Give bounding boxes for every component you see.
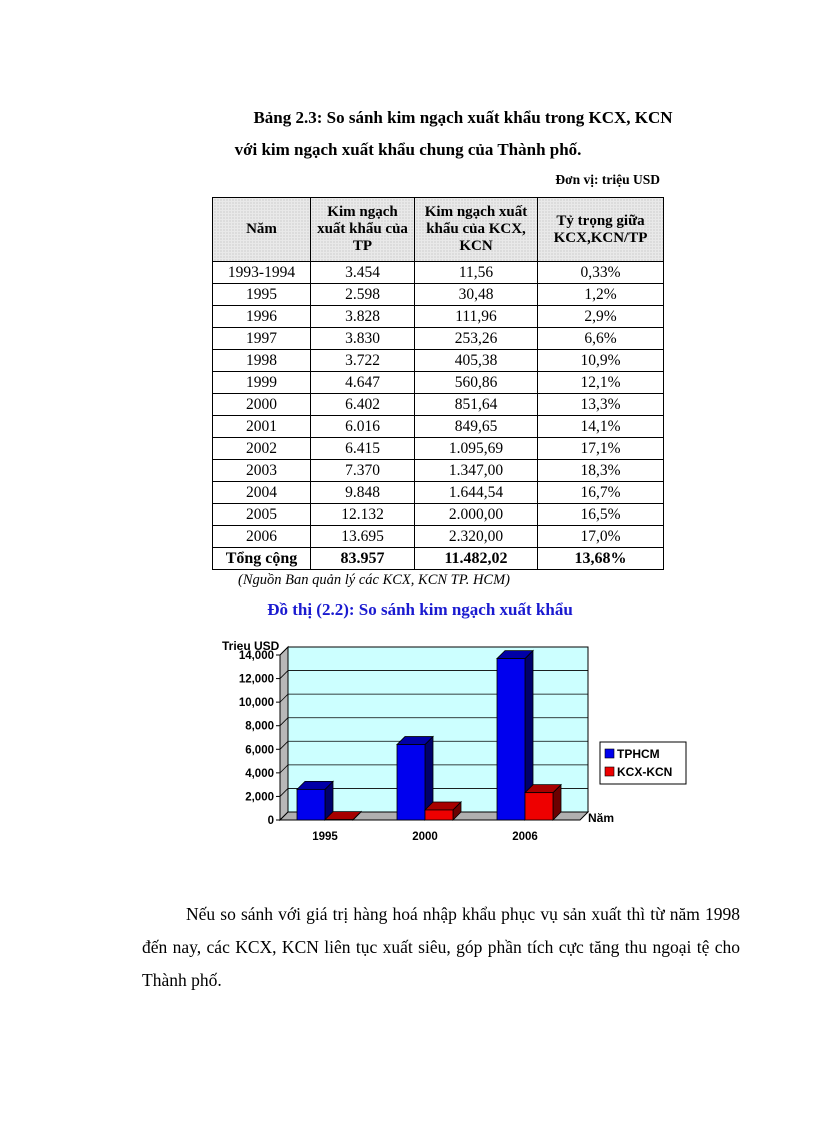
x-tick-label: 1995 — [312, 831, 338, 843]
table-cell: Tổng cộng — [213, 548, 311, 570]
legend-swatch-tphcm — [605, 749, 614, 758]
table-cell: 13,3% — [538, 394, 664, 416]
x-tick-label: 2006 — [512, 831, 538, 843]
table-cell: 405,38 — [415, 350, 538, 372]
table-cell: 1.347,00 — [415, 460, 538, 482]
table-row — [213, 306, 664, 328]
y-axis-label: Trieu USD — [222, 639, 280, 653]
table-row — [213, 438, 664, 460]
table-row — [213, 262, 664, 284]
body-paragraph — [142, 898, 740, 997]
table-cell: 14,1% — [538, 416, 664, 438]
header-share: Tỷ trọng giữa KCX,KCN/TP — [538, 198, 664, 262]
table-cell: 11.482,02 — [415, 548, 538, 570]
table-cell: 6.415 — [311, 438, 415, 460]
bar-kcx-kcn-2000 — [425, 810, 453, 820]
table-cell: 849,65 — [415, 416, 538, 438]
table-cell: 2000 — [213, 394, 311, 416]
table-total-row — [213, 548, 664, 570]
table-row — [213, 350, 664, 372]
table-row — [213, 526, 664, 548]
y-tick-label: 12,000 — [238, 673, 274, 686]
table-title-line2: với kim ngạch xuất khẩu chung của Thành phố. — [234, 140, 582, 159]
y-tick-label: 14,000 — [238, 650, 274, 662]
table-cell: 9.848 — [311, 482, 415, 504]
bar-tphcm-2006 — [497, 659, 525, 820]
table-cell: 16,5% — [538, 504, 664, 526]
table-cell: 12,1% — [538, 372, 664, 394]
table-row — [213, 372, 664, 394]
table-cell: 1993-1994 — [213, 262, 311, 284]
table-cell: 7.370 — [311, 460, 415, 482]
x-axis-label: Năm — [588, 811, 615, 825]
table-cell: 3.722 — [311, 350, 415, 372]
table-cell: 1996 — [213, 306, 311, 328]
table-cell: 13.695 — [311, 526, 415, 548]
table-row — [213, 504, 664, 526]
paragraph-text: Nếu so sánh với giá trị hàng hoá nhập khẩu phục vụ sản xuất thì từ năm 1998 đến nay, các KCX, KCN liên tục xuất siêu, góp phần tích cực tăng thu ngoại tệ cho Thành phố. — [142, 904, 740, 990]
header-city-export: Kim ngạch xuất khẩu của TP — [311, 198, 415, 262]
table-cell: 11,56 — [415, 262, 538, 284]
table-cell: 2004 — [213, 482, 311, 504]
table-row — [213, 394, 664, 416]
table-cell: 0,33% — [538, 262, 664, 284]
y-tick-label: 8,000 — [245, 720, 274, 733]
source-note: (Nguồn Ban quản lý các KCX, KCN TP. HCM) — [238, 572, 511, 588]
plot-side-wall — [280, 647, 288, 820]
table-cell: 2,9% — [538, 306, 664, 328]
table-cell: 851,64 — [415, 394, 538, 416]
table-cell: 2005 — [213, 504, 311, 526]
table-cell: 13,68% — [538, 548, 664, 570]
table-cell: 83.957 — [311, 548, 415, 570]
table-cell: 2.598 — [311, 284, 415, 306]
legend-label-tphcm: TPHCM — [617, 747, 660, 761]
legend-swatch-kcx-kcn — [605, 767, 614, 776]
bar-tphcm-2000 — [397, 745, 425, 820]
export-bar-chart — [200, 630, 700, 855]
table-cell: 6,6% — [538, 328, 664, 350]
table-cell: 3.454 — [311, 262, 415, 284]
table-cell: 18,3% — [538, 460, 664, 482]
table-cell: 1.644,54 — [415, 482, 538, 504]
table-cell: 2003 — [213, 460, 311, 482]
table-row — [213, 328, 664, 350]
table-cell: 253,26 — [415, 328, 538, 350]
legend-label-kcx-kcn: KCX-KCN — [617, 765, 673, 779]
table-row — [213, 284, 664, 306]
table-row — [213, 482, 664, 504]
table-cell: 2002 — [213, 438, 311, 460]
table-cell: 1998 — [213, 350, 311, 372]
bar-kcx-kcn-2006 — [525, 793, 553, 820]
y-tick-label: 2,000 — [245, 791, 274, 804]
table-cell: 12.132 — [311, 504, 415, 526]
header-year: Năm — [213, 198, 311, 262]
table-cell: 3.830 — [311, 328, 415, 350]
table-cell: 2006 — [213, 526, 311, 548]
table-cell: 10,9% — [538, 350, 664, 372]
unit-label: Đơn vị: triệu USD — [555, 172, 660, 187]
y-tick-label: 0 — [267, 815, 274, 827]
table-cell: 30,48 — [415, 284, 538, 306]
table-row — [213, 416, 664, 438]
table-cell: 2001 — [213, 416, 311, 438]
table-cell: 560,86 — [415, 372, 538, 394]
table-cell: 3.828 — [311, 306, 415, 328]
table-cell: 16,7% — [538, 482, 664, 504]
chart-caption: Đồ thị (2.2): So sánh kim ngạch xuất khẩu — [267, 600, 573, 619]
table-cell: 1.095,69 — [415, 438, 538, 460]
y-tick-label: 6,000 — [245, 744, 274, 757]
table-cell: 6.402 — [311, 394, 415, 416]
table-cell: 1999 — [213, 372, 311, 394]
table-title-line1: Bảng 2.3: So sánh kim ngạch xuất khẩu trong KCX, KCN — [253, 108, 673, 127]
table-cell: 2.320,00 — [415, 526, 538, 548]
table-cell: 17,0% — [538, 526, 664, 548]
table-cell: 1,2% — [538, 284, 664, 306]
table-cell: 111,96 — [415, 306, 538, 328]
table-header-row — [213, 198, 664, 262]
table-cell: 6.016 — [311, 416, 415, 438]
bar-tphcm-1995 — [297, 789, 325, 820]
table-cell: 1995 — [213, 284, 311, 306]
table-cell: 4.647 — [311, 372, 415, 394]
header-zone-export: Kim ngạch xuất khẩu của KCX, KCN — [415, 198, 538, 262]
export-table — [212, 197, 664, 570]
table-cell: 2.000,00 — [415, 504, 538, 526]
table-cell: 17,1% — [538, 438, 664, 460]
table-row — [213, 460, 664, 482]
y-tick-label: 4,000 — [245, 767, 274, 780]
x-tick-label: 2000 — [412, 831, 438, 843]
y-tick-label: 10,000 — [238, 697, 274, 710]
table-cell: 1997 — [213, 328, 311, 350]
